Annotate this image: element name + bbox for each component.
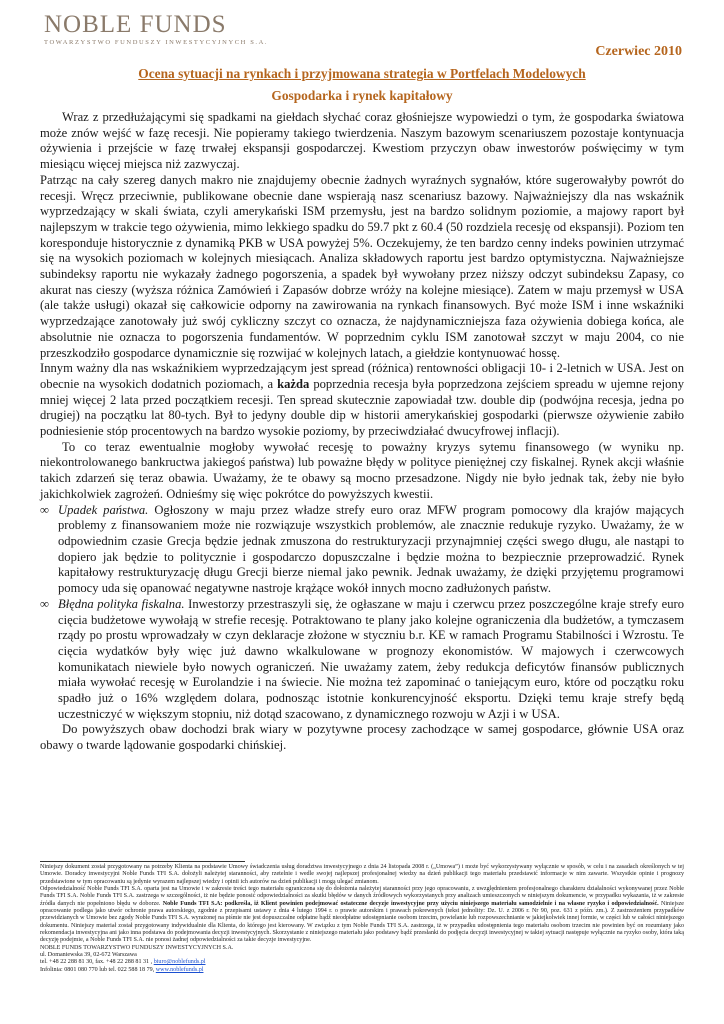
bullet-marker: ∞ <box>40 596 49 611</box>
bullet-title: Błędna polityka fiskalna. <box>58 596 185 611</box>
paragraph-closing: Do powyższych obaw dochodzi brak wiary w pozytywne procesy zachodzące w samej gospodarce, głównie USA oraz obawy o twarde lądowanie gospodarki chińskiej. <box>40 722 684 753</box>
logo-sub-text: TOWARZYSTWO FUNDUSZY INWESTYCYJNYCH S.A. <box>44 39 269 46</box>
paragraph-spread <box>40 361 684 440</box>
paragraph-spread-part2: poprzednia recesja była poprzedzona zejściem spreadu w ujemne rejony mniej więcej 2 lata przed początkiem recesji. Ten spread skutecznie zapowiadał tzw. double dip (podwójna recesja, jedna po drugiej) na początku lat 80-tych. Był to jedyny double dip w historii amerykańskiej gospodarki (pierwsze ożywienie zabiło podniesienie stóp procentowych na bardzo wysokie poziomy, by przeciwdziałać dwucyfrowej inflacji). <box>40 376 684 439</box>
paragraph-risks: To co teraz ewentualnie mogłoby wywołać recesję to poważny kryzys sytemu finansowego (w wyniku np. niekontrolowanego bankructwa jakiegoś państwa) lub poważne błędy w polityce pieniężnej czy fiskalnej. Rynek akcji właśnie takich zdarzeń się teraz obawia. Uważamy, że te obawy są mocno przesadzone. Nigdy nie było jednak tak, żeby nie było jakichkolwiek zagrożeń. Odnieśmy się więc pokrótce do powyższych kwestii. <box>40 439 684 501</box>
bullet-title: Upadek państwa. <box>58 502 149 517</box>
bullet-text: Inwestorzy przestraszyli się, że ogłaszane w maju i czerwcu przez poszczególne kraje strefy euro cięcia budżetowe wywołają w strefie recesję. Potraktowano te plany jako kolejne ograniczenia dla budżetów, a tymczasem rządy po prostu wprowadzały w czyn deklaracje złożone w styczniu b.r. KE w ramach Programu Stabilności i Wzrostu. Te cięcia wydatków były więc już dawno wkalkulowane w prognozy ekonomistów. W majowych i czerwcowych komunikatach niewiele było nowych ograniczeń. Nie uważamy zatem, żeby redukcja deficytów finansów publicznych miała wywołać recesję w Eurolandzie i na świecie. Nie można też zapominać o taniejącym euro, które od początku roku spadło już o 16% względem dolara, podnosząc istotnie konkurencyjność eksportu. Dzięki temu kraje strefy będą uczestniczyć w większym stopniu, niż dotąd szacowano, z dynamicznego rozwoju w Azji i w USA. <box>58 596 685 721</box>
report-date: Czerwiec 2010 <box>595 44 682 59</box>
report-body <box>40 110 684 754</box>
disclaimer <box>40 864 684 974</box>
email-link[interactable]: biuro@noblefunds.pl <box>153 959 206 966</box>
bullet-state-default <box>40 503 684 597</box>
company-address: ul. Domaniewska 39, 02-672 Warszawa <box>40 952 137 959</box>
paragraph-intro: Wraz z przedłużającymi się spadkami na giełdach słychać coraz głośniejsze wypowiedzi o tym, że gospodarka światowa może znów wejść w fazę recesji. Nie popieramy takiego twierdzenia. Naszym bazowym scenariuszem pozostaje kontynuacja ożywienia i przejście w fazę trwałej ekspansji gospodarczej. Kwestiom przyczyn obaw inwestorów poświęcimy w tym miesiącu więcej miejsca niż zazwyczaj. <box>40 110 684 172</box>
paragraph-spread-bold: każda <box>277 376 310 391</box>
report-title: Ocena sytuacji na rynkach i przyjmowana strategia w Portfelach Modelowych <box>138 66 586 81</box>
logo-main-text: NOBLE FUNDS <box>44 11 227 38</box>
footer-divider <box>40 861 245 862</box>
disclaimer-p2-bold: Noble Funds TFI S.A: podkreśla, iż Klient powinien podejmować ostateczne decyzje inwestycyjne przy użyciu niniejszego materiału samodzielnie i na własne ryzyko i odpowiedzialność. <box>162 900 659 907</box>
company-logo <box>44 12 268 46</box>
section-title: Gospodarka i rynek kapitałowy <box>271 88 453 103</box>
disclaimer-p2 <box>40 886 684 945</box>
contact-line <box>40 959 684 966</box>
bullet-text: Ogłoszony w maju przez władze strefy euro oraz MFW program pomocowy dla krajów mających problemy z finansowaniem może nie rozwiązuje wszystkich problemów, ale znacznie redukuje ryzyko. Uważamy, że w odpowiednim czasie Grecja będzie jednak zmuszona do restrukturyzacji przynajmniej części swego długu, ale nastąpi to dopiero jak będzie to politycznie i gospodarczo dopuszczalne i będzie można to bezpiecznie przeprowadzić. Rynek kapitałowy restrukturyzację długu Grecji bierze niemal jako pewnik. Jednak uważamy, że dzięki przyjętemu programowi pomocy uda się opanować negatywne nastroje krążące wokół innych mocno zadłużonych państw. <box>58 502 684 596</box>
disclaimer-p2-part2: Niniejsze opracowanie podlega jako utwór ochronie prawa autorskiego, zgodnie z przepisami ustawy z dnia 4 lutego 1994 r. o prawie autorskim i prawach pokrewnych (tekst jednolity: Dz. U. z 2006 r. Nr 90, poz. 631 z późn. zm.). Z zastrzeżeniem przypadków przewidzianych w Umowie bez zgody Noble Funds TFI S.A. wyrażonej na piśmie nie jest dopuszczalne odpłatne bądź nieodpłatne udostępnianie osobom trzecim, powielanie lub rozpowszechnianie w jakiejkolwiek innej formie, w części lub w całości niniejszego dokumentu. Niniejszy materiał został przygotowany indywidualnie dla Klienta, do którego jest kierowany. W związku z tym Noble Funds TFI S.A. zastrzega, iż w przypadku udostępnienia tego materiału osobom trzecim nie powinien być on rozumiany jako rekomendacja inwestycyjna ani jako inna podstawa do podejmowania decyzji inwestycyjnych. Skorzystanie z niniejszego materiału jako podstawy bądź przesłanki do podjęcia decyzji inwestycyjnej w takiej sytuacji następuje wyłącznie na ryzyko osoby, która taką decyzję podejmie, a Noble Funds TFI S.A. nie ponosi żadnej odpowiedzialności za takie decyzje inwestycyjne. <box>40 900 684 944</box>
bullet-marker: ∞ <box>40 502 49 517</box>
paragraph-macro-data: Patrząc na cały szereg danych makro nie znajdujemy obecnie żadnych wyraźnych sygnałów, które sugerowałyby powrót do recesji. Wręcz przeciwnie, publikowane obecnie dane wspierają nasz scenariusz bazowy. Najważniejszy dla nas wskaźnik wyprzedzający w skali świata, czyli amerykański ISM przemysłu, jest na bardzo solidnym poziomie, a majowy raport był najlepszym w trakcie tego ożywienia, mimo lekkiego spadku do 59.7 pkt z 60.4 (50 rozdziela recesję od ekspansji). Poziom ten koresponduje historycznie z dynamiką PKB w USA powyżej 5%. Oczekujemy, że ten bardzo cenny indeks powinien utrzymać się na wysokich poziomach w kolejnych miesiącach. Analiza składowych raportu jest bardzo optymistyczna. Najważniejsze subindeksy raportu nie wykazały żadnego pogorszenia, a spadek był wywołany przez niższy odczyt subindeksu Zapasy, co akurat nas cieszy (wyższa różnica Zamówień i Zapasów dobrze wróży na kolejne miesiące). Zatem w maju przemysł w USA (ale także usługi) okazał się całkowicie odporny na zawirowania na rynkach finansowych. Być może ISM i inne wskaźniki wyprzedzające zanotowały już swój cykliczny szczyt co oznacza, że najdynamiczniejsza faza ożywienia dobiega końca, ale absolutnie nie oznacza to pogorszenia fundamentów. W poprzednim cyklu ISM zanotował szczyt w maju 2004, co nie przeszkodziło gospodarce dynamicznie się rozwijać w kolejnych latach, a giełdzie kontynuować hossę. <box>40 172 684 360</box>
disclaimer-p2-part1: Odpowiedzialność Noble Funds TFI S.A. oparta jest na Umowie i w zakresie treści tego materiału ograniczona się do dołożenia należytej staranności przy jego opracowaniu, z uwzględnieniem profesjonalnego charakteru działalności wykonywanej przez Noble Funds TFI S.A. Noble Funds TFI S.A. zastrzega w szczególności, iż nie będzie ponosić odpowiedzialności za skutki błędów w danych źródłowych wykorzystanych przy analizach umieszczonych w niniejszym dokumencie, w przypadku wykazania, iż w zakresie źródła danych nie popełniono błędu w doborze. <box>40 886 684 907</box>
website-link[interactable]: www.noblefunds.pl <box>155 966 204 973</box>
hotline: Infolinia: 0801 080 770 lub tel. 022 588 18 79, <box>40 966 156 973</box>
disclaimer-p1: Niniejszy dokument został przygotowany na potrzeby Klienta na podstawie Umowy świadczenia usług doradztwa inwestycyjnego z dnia 24 listopada 2008 r. („Umowa”) i może być wykorzystywany wyłącznie w sposób, w celu i na zasadach określonych w tej Umowie. Doradcy inwestycyjni Noble Funds TFI S.A. dołożyli należytej staranności, aby rzetelnie i wedle swojej najlepszej profesjonalnej wiedzy na dzień publikacji tego materiału przedstawić informacje w nim zawarte. Wszystkie opinie i prognozy przedstawione w tym opracowaniu są jedynie wyrazem najlepszej wiedzy i opinii ich autorów na dzień publikacji i mogą ulegać zmianom. <box>40 864 684 885</box>
company-name: NOBLE FUNDS TOWARZYSTWO FUNDUSZY INWESTYCYJNYCH S.A. <box>40 944 234 951</box>
hotline-line <box>40 967 684 974</box>
phone-fax: tel. +48 22 288 81 30, fax. +48 22 288 81 31 , <box>40 959 154 966</box>
paragraph-spread-part1: Innym ważny dla nas wskaźnikiem wyprzedzającym jest spread (różnica) rentowności obligacji 10- i 2-letnich w USA. Jest on obecnie na wysokich dodatnich poziomach, a <box>40 361 684 391</box>
bullet-fiscal-policy <box>40 597 684 723</box>
